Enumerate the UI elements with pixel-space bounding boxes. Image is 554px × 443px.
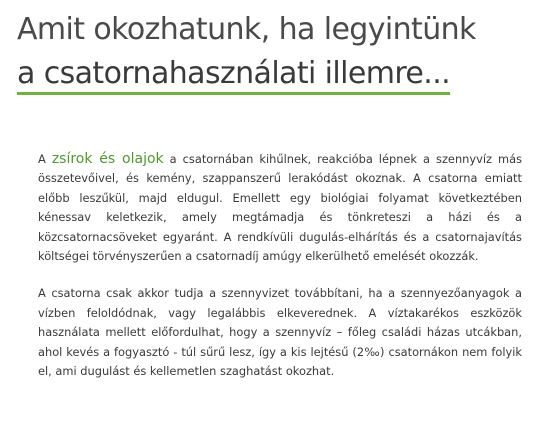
title-line-2-text: a csatornahasználati illemre...	[17, 56, 451, 91]
paragraph-fats-oils	[38, 150, 522, 266]
page-title	[17, 8, 547, 96]
article-body	[38, 150, 522, 381]
title-line-1: Amit okozhatunk, ha legyintünk	[17, 12, 476, 47]
keyword-highlight: zsírok és olajok	[51, 151, 164, 167]
paragraph-sewer-flow	[38, 284, 522, 381]
paragraph-1-text: a csatornában kihűlnek, reakcióba lépnek a szennyvíz más összetevőivel, és kemény, szappanszerű lerakódást okoznak. A csatorna emiatt előbb leszűkül, majd eldugul. Emellett egy biológiai folyamat következtében kénessav keletkezik, amely megtámadja és tönkreteszi a házi és a közcsatornacsöveket egyaránt. A rendkívüli dugulás-elhárítás és a csatornajavítás költségei törvényszerűen a csatornadíj amúgy elkerülhető emelését okozzák.	[38, 152, 523, 264]
paragraph-lead-word: A	[38, 152, 46, 166]
paragraph-2-text: A csatorna csak akkor tudja a szennyvizet továbbítani, ha a szennyezőanyagok a vízben feloldódnak, vagy legalábbis elkeverednek. A víztakarékos eszközök használata mellett előfordulhat, hogy a szennyvíz – főleg családi házas utcákban, ahol kevés a fogyasztó - túl sűrű lesz, így a kis lejtésű (2‰) csatornákon nem folyik el, ami dugulást és kellemetlen szaghatást okozhat.	[38, 286, 522, 379]
title-line-2	[17, 52, 547, 96]
